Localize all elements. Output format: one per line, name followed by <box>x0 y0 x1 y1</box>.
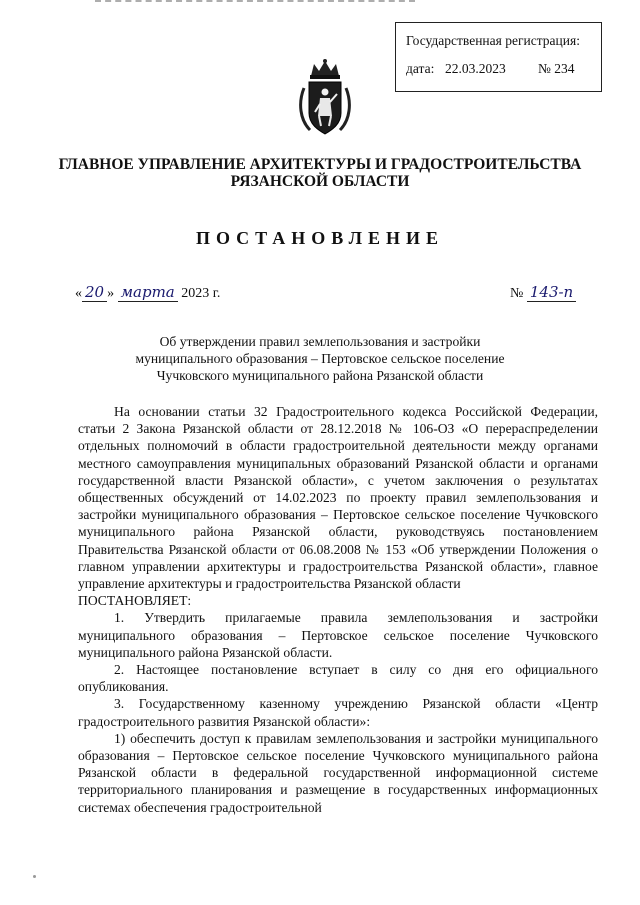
number-prefix: № <box>510 286 524 301</box>
date-year: 2023 г. <box>181 286 221 301</box>
registration-title: Государственная регистрация: <box>406 33 580 48</box>
handwritten-day: 20 <box>82 283 107 302</box>
date-close-quote: » <box>107 286 115 301</box>
subject-line-1: Об утверждении правил землепользования и застройки <box>159 334 481 349</box>
handwritten-month: марта <box>118 283 178 302</box>
date-open-quote: « <box>75 286 82 301</box>
resolution-keyword: ПОСТАНОВЛЯЕТ: <box>78 593 192 609</box>
document-body <box>78 403 598 816</box>
preamble-paragraph: На основании статьи 32 Градостроительного кодекса Российской Федерации, статьи 2 Закона Рязанской области от 28.12.2018 № 106-ОЗ «О перераспределении отдельных полномочий в области градостроительной деятельности между органами местного самоуправления муниципальных образований Рязанской области и органами государственной власти Рязанской области», с учетом заключения о результатах общественных обсуждений от 14.02.2023 по проекту правил землепользования и застройки муниципального образования – Пертовское сельское поселение Чучковского муниципального района Рязанской области, руководствуясь постановлением Правительства Рязанской области от 06.08.2008 № 153 «Об утверждении Положения о главном управлении архитектуры и градостроительства Рязанской области», главное управление архитектуры и градостроительства Рязанской области <box>78 404 598 592</box>
scan-top-marks <box>95 0 415 6</box>
document-type-title: ПОСТАНОВЛЕНИЕ <box>195 228 445 248</box>
scan-speck <box>33 875 36 878</box>
clause-2: 2. Настоящее постановление вступает в силу со дня его официального опубликования. <box>78 662 598 695</box>
ryazan-coat-of-arms-icon <box>296 58 354 138</box>
document-number <box>510 283 576 302</box>
document-date <box>75 283 220 302</box>
organization-name-line2: РЯЗАНСКОЙ ОБЛАСТИ <box>230 173 410 190</box>
registration-date: 22.03.2023 <box>445 61 506 76</box>
clause-1: 1. Утвердить прилагаемые правила землепользования и застройки муниципального образования – Пертовское сельское поселение Чучковского муниципального района Рязанской области. <box>78 610 598 660</box>
organization-name-line1: ГЛАВНОЕ УПРАВЛЕНИЕ АРХИТЕКТУРЫ И ГРАДОСТРОИТЕЛЬСТВА <box>58 156 582 173</box>
registration-date-label: дата: <box>406 61 435 76</box>
clause-3: 3. Государственному казенному учреждению Рязанской области «Центр градостроительного развития Рязанской области»: <box>78 696 598 729</box>
handwritten-number: 143-п <box>527 283 576 302</box>
subject-line-2: муниципального образования – Пертовское сельское поселение <box>135 351 505 366</box>
clause-3-subitem-1: 1) обеспечить доступ к правилам землепользования и застройки муниципального образования – Пертовское сельское поселение Чучковского муниципального района Рязанской области в федеральной государственной информационной системе территориального планирования и размещение в государственных информационных системах обеспечения градостроительной <box>78 730 598 815</box>
subject-line-3: Чучковского муниципального района Рязанской области <box>156 368 484 383</box>
registration-number: № 234 <box>538 61 575 76</box>
registration-stamp <box>395 22 602 92</box>
